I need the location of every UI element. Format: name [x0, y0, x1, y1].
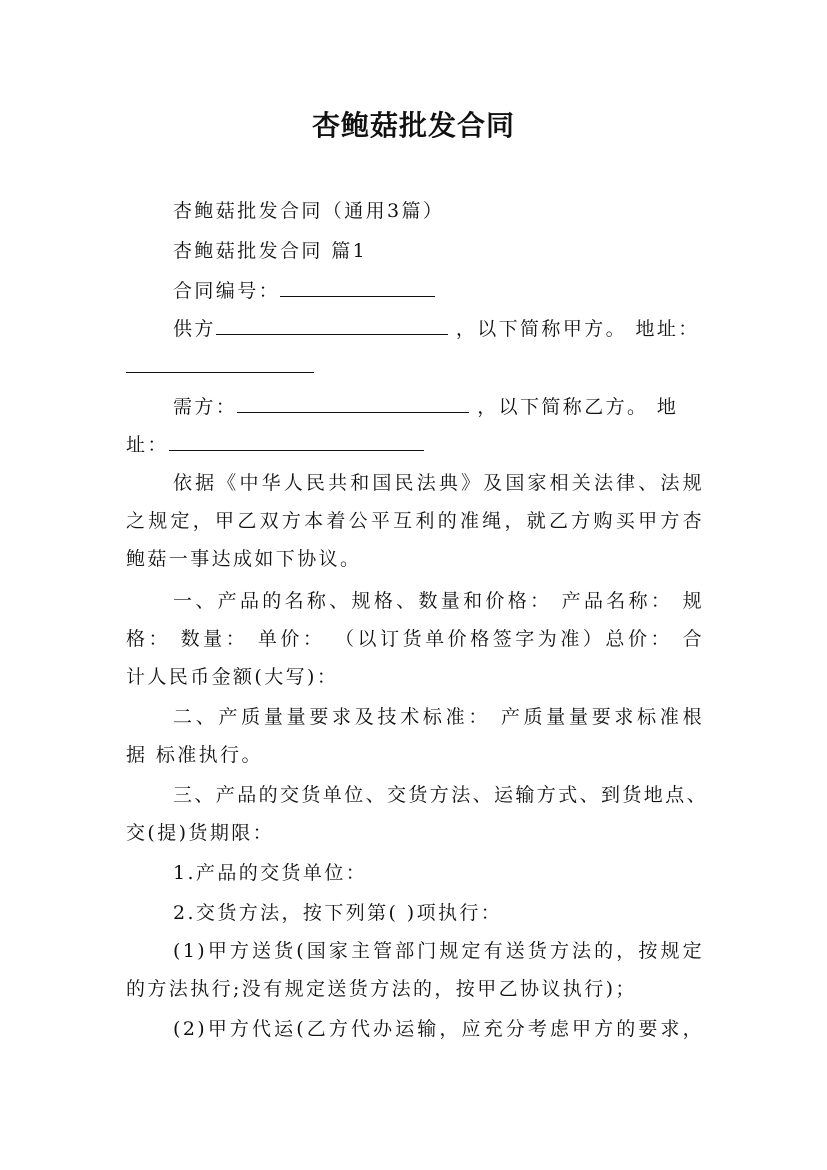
supplier-line [173, 316, 704, 342]
buyer-blank [237, 394, 469, 413]
paragraph-line: 交(提)货期限： [126, 822, 275, 844]
contract-number-line [173, 278, 704, 304]
buyer-address-label: 址： [126, 434, 169, 456]
paragraph-line: 鲍菇一事达成如下协议。 [126, 548, 362, 570]
subtitle-line: 杏鲍菇批发合同（通用3篇） [173, 200, 445, 222]
document-title: 杏鲍菇批发合同 [311, 109, 515, 142]
buyer-address-blank [169, 432, 424, 451]
paragraph-line: 格： 数量： 单价： （以订货单价格签字为准）总价： 合 [126, 628, 704, 650]
supplier-address-blank [126, 354, 314, 373]
section-heading: 杏鲍菇批发合同 篇1 [173, 240, 368, 262]
supplier-suffix: ，以下简称甲方。 地址： [455, 318, 700, 340]
contract-number-blank [280, 278, 435, 297]
paragraph-line: 据 标准执行。 [126, 744, 263, 766]
buyer-suffix: ，以下简称乙方。 地 [477, 396, 679, 418]
paragraph-line: (2)甲方代运(乙方代办运输，应充分考虑甲方的要求， [173, 1018, 704, 1040]
paragraph-line: 三、产品的交货单位、交货方法、运输方式、到货地点、 [173, 784, 709, 806]
supplier-label: 供方 [173, 318, 216, 340]
paragraph-line: 二、产质量量要求及技术标准： 产质量量要求标准根 [173, 706, 704, 728]
paragraph-line: 依据《中华人民共和国民法典》及国家相关法律、法规 [173, 472, 704, 494]
paragraph-line: 2.交货方法，按下列第( )项执行： [173, 902, 503, 924]
paragraph-line: 1.产品的交货单位： [173, 862, 368, 884]
paragraph-line: 的方法执行;没有规定送货方法的，按甲乙协议执行)； [126, 978, 637, 1000]
buyer-label: 需方： [173, 396, 238, 418]
supplier-blank [216, 316, 448, 335]
paragraph-line: 一、产品的名称、规格、数量和价格： 产品名称： 规 [173, 590, 704, 612]
contract-number-label: 合同编号： [173, 280, 281, 302]
supplier-address-line [126, 354, 704, 380]
paragraph-line: (1)甲方送货(国家主管部门规定有送货方法的，按规定 [173, 940, 704, 962]
paragraph-line: 之规定，甲乙双方本着公平互利的准绳，就乙方购买甲方杏 [126, 510, 704, 532]
buyer-line [173, 394, 704, 420]
paragraph-line: 计人民币金额(大写)： [126, 666, 339, 688]
buyer-address-line [126, 432, 704, 458]
